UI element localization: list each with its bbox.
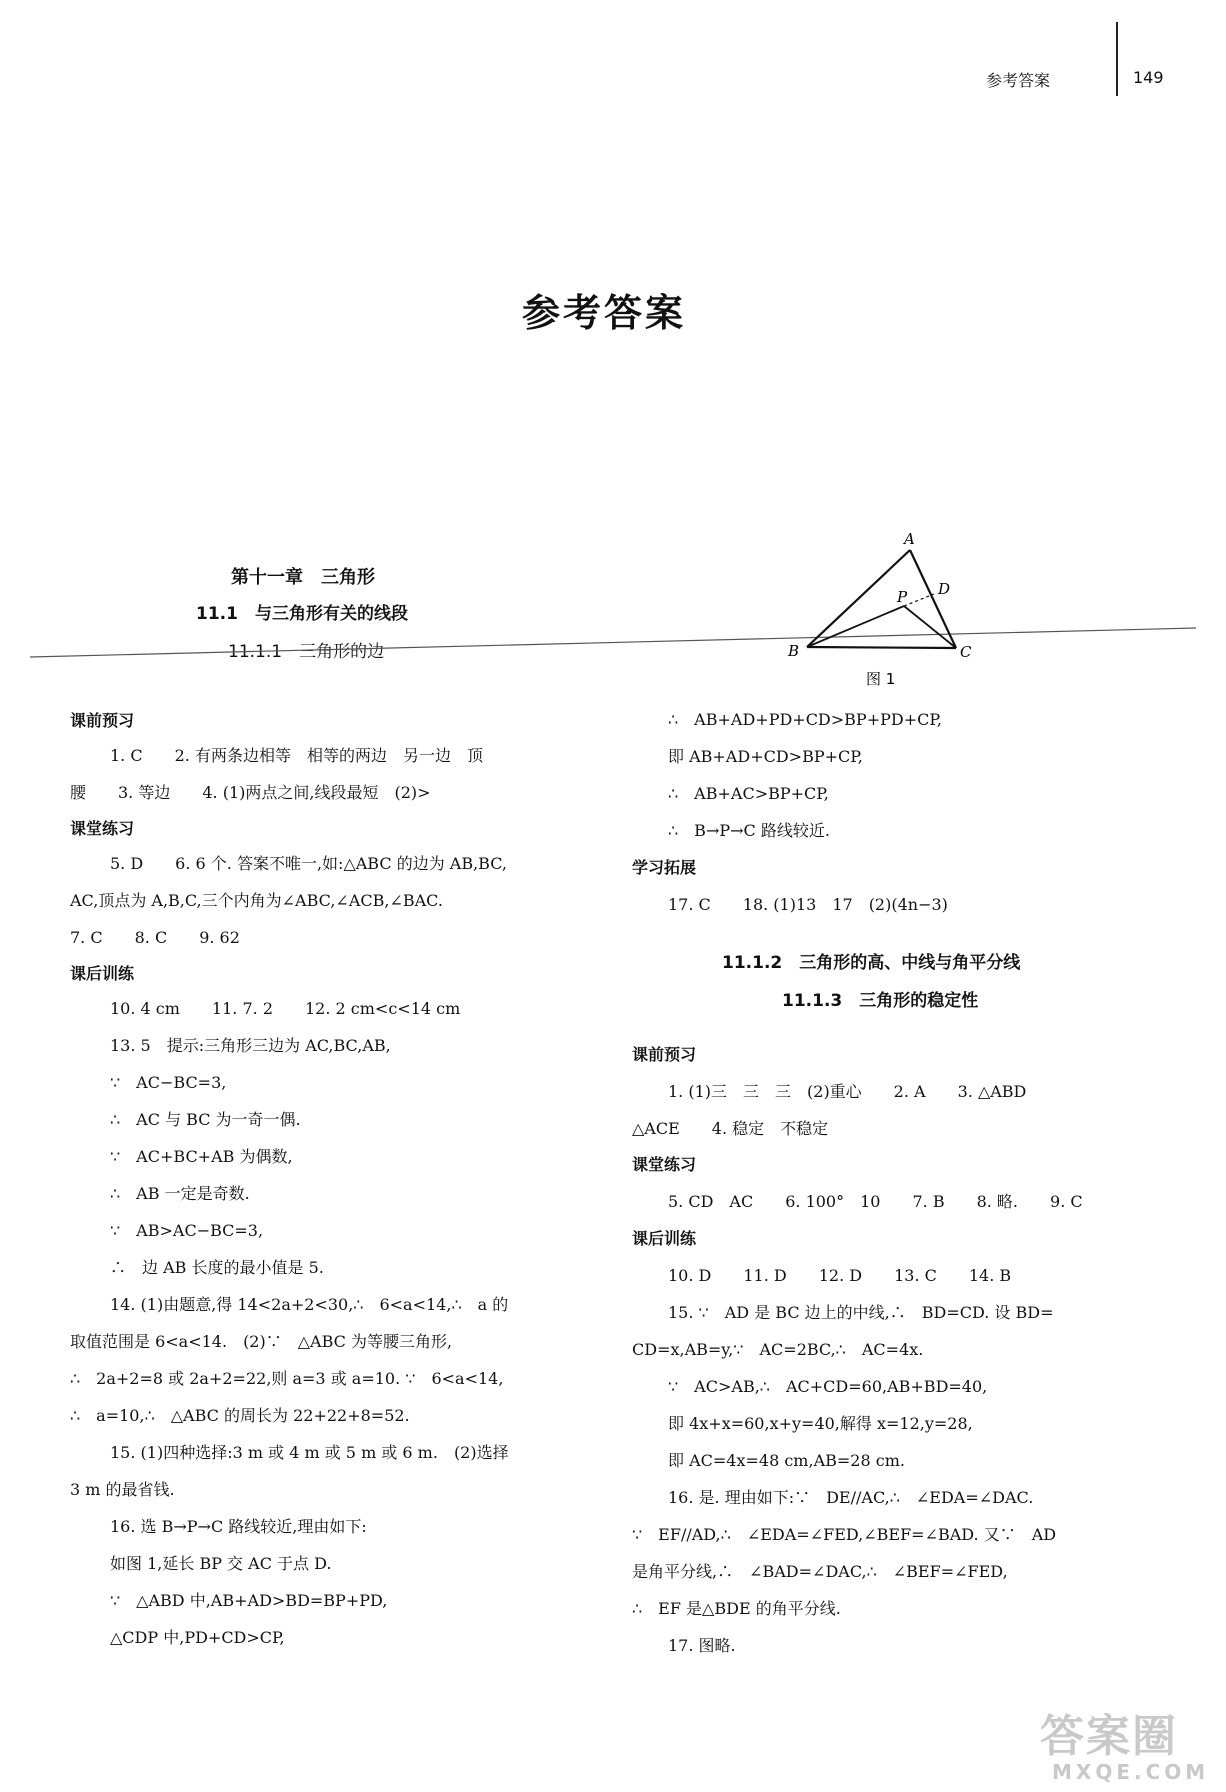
triangle-side-ac <box>910 550 956 648</box>
right-preview-label: 课前预习 <box>632 1045 697 1064</box>
section-11-1-2: 11.1.2 三角形的高、中线与角平分线 <box>722 953 1021 973</box>
label-C: C <box>960 643 972 661</box>
section-11-1: 11.1 与三角形有关的线段 <box>196 604 408 624</box>
left-line-7: 13. 5 提示:三角形三边为 AC,BC,AB, <box>110 1036 391 1055</box>
section-rule <box>30 628 1196 657</box>
right-line-8: 5. CD AC 6. 100° 10 7. B 8. 略. 9. C <box>668 1192 1083 1211</box>
watermark-url: MXQE.COM <box>1052 1760 1210 1784</box>
left-line-12: ∵ AB>AC−BC=3, <box>110 1221 264 1240</box>
figure-caption: 图 1 <box>866 670 896 688</box>
right-extension-label: 学习拓展 <box>632 858 697 877</box>
right-line-14: 即 AC=4x=48 cm,AB=28 cm. <box>668 1451 905 1470</box>
right-line-13: 即 4x+x=60,x+y=40,解得 x=12,y=28, <box>668 1414 973 1433</box>
triangle-side-ab <box>807 550 910 647</box>
left-line-1: 1. C 2. 有两条边相等 相等的两边 另一边 顶 <box>110 746 483 765</box>
segment-pd-dashed <box>904 594 934 606</box>
left-line-20: 16. 选 B→P→C 路线较近,理由如下: <box>110 1517 367 1536</box>
right-line-2: 即 AB+AD+CD>BP+CP, <box>668 747 863 766</box>
left-line-19: 3 m 的最省钱. <box>70 1480 175 1499</box>
label-P: P <box>897 588 908 606</box>
left-line-17: ∴ a=10,∴ △ABC 的周长为 22+22+8=52. <box>70 1406 410 1425</box>
right-line-4: ∴ B→P→C 路线较近. <box>668 821 830 840</box>
left-line-9: ∴ AC 与 BC 为一奇一偶. <box>110 1110 301 1129</box>
page-title: 参考答案 <box>522 291 687 335</box>
right-line-9: 10. D 11. D 12. D 13. C 14. B <box>668 1266 1012 1285</box>
right-line-5: 17. C 18. (1)13 17 (2)(4n−3) <box>668 895 948 914</box>
left-line-6: 10. 4 cm 11. 7. 2 12. 2 cm<c<14 cm <box>110 999 461 1018</box>
left-line-11: ∴ AB 一定是奇数. <box>110 1184 250 1203</box>
left-line-13: ∴ 边 AB 长度的最小值是 5. <box>110 1258 324 1277</box>
right-line-7: △ACE 4. 稳定 不稳定 <box>632 1119 829 1138</box>
page-number: 149 <box>1133 68 1164 87</box>
triangle-side-bc <box>807 647 956 648</box>
left-line-8: ∵ AC−BC=3, <box>110 1073 227 1092</box>
right-line-11: CD=x,AB=y,∵ AC=2BC,∴ AC=4x. <box>632 1340 924 1359</box>
left-class-practice-label: 课堂练习 <box>70 819 135 838</box>
left-line-3: 5. D 6. 6 个. 答案不唯一,如:△ABC 的边为 AB,BC, <box>110 854 507 873</box>
right-line-3: ∴ AB+AC>BP+CP, <box>668 784 829 803</box>
left-line-23: △CDP 中,PD+CD>CP, <box>110 1628 285 1647</box>
right-line-10: 15. ∵ AD 是 BC 边上的中线,∴ BD=CD. 设 BD= <box>668 1303 1054 1322</box>
right-line-17: 是角平分线,∴ ∠BAD=∠DAC,∴ ∠BEF=∠FED, <box>632 1562 1008 1581</box>
left-line-4: AC,顶点为 A,B,C,三个内角为∠ABC,∠ACB,∠BAC. <box>70 891 443 910</box>
right-line-6: 1. (1)三 三 三 (2)重心 2. A 3. △ABD <box>668 1082 1027 1101</box>
right-after-class-label: 课后训练 <box>632 1229 697 1248</box>
watermark-logo: 答案圈 <box>1040 1711 1178 1762</box>
left-line-2: 腰 3. 等边 4. (1)两点之间,线段最短 (2)> <box>70 783 431 802</box>
left-line-5: 7. C 8. C 9. 62 <box>70 928 240 947</box>
right-line-15: 16. 是. 理由如下:∵ DE//AC,∴ ∠EDA=∠DAC. <box>668 1488 1034 1507</box>
left-line-14: 14. (1)由题意,得 14<2a+2<30,∴ 6<a<14,∴ a 的 <box>110 1295 509 1314</box>
left-line-16: ∴ 2a+2=8 或 2a+2=22,则 a=3 或 a=10. ∵ 6<a<14, <box>70 1369 504 1388</box>
right-line-18: ∴ EF 是△BDE 的角平分线. <box>632 1599 841 1618</box>
header-label: 参考答案 <box>986 71 1051 90</box>
right-line-12: ∵ AC>AB,∴ AC+CD=60,AB+BD=40, <box>668 1377 988 1396</box>
right-line-19: 17. 图略. <box>668 1636 736 1655</box>
label-D: D <box>938 580 951 598</box>
left-line-18: 15. (1)四种选择:3 m 或 4 m 或 5 m 或 6 m. (2)选择 <box>110 1443 509 1462</box>
right-class-practice-label: 课堂练习 <box>632 1155 697 1174</box>
left-line-21: 如图 1,延长 BP 交 AC 于点 D. <box>110 1554 332 1573</box>
left-line-15: 取值范围是 6<a<14. (2)∵ △ABC 为等腰三角形, <box>70 1332 453 1351</box>
right-line-16: ∵ EF//AD,∴ ∠EDA=∠FED,∠BEF=∠BAD. 又∵ AD <box>632 1525 1057 1544</box>
right-line-1: ∴ AB+AD+PD+CD>BP+PD+CP, <box>668 710 942 729</box>
segment-bp <box>807 606 904 647</box>
section-11-1-3: 11.1.3 三角形的稳定性 <box>782 991 979 1011</box>
section-11-1-1: 11.1.1 三角形的边 <box>228 642 385 662</box>
left-preview-label: 课前预习 <box>70 711 135 730</box>
label-B: B <box>788 642 800 660</box>
label-A: A <box>904 530 915 548</box>
left-after-class-label: 课后训练 <box>70 964 135 983</box>
left-line-22: ∵ △ABD 中,AB+AD>BD=BP+PD, <box>110 1591 388 1610</box>
chapter-title: 第十一章 三角形 <box>231 567 375 588</box>
left-line-10: ∵ AC+BC+AB 为偶数, <box>110 1147 293 1166</box>
segment-pc <box>904 606 956 648</box>
